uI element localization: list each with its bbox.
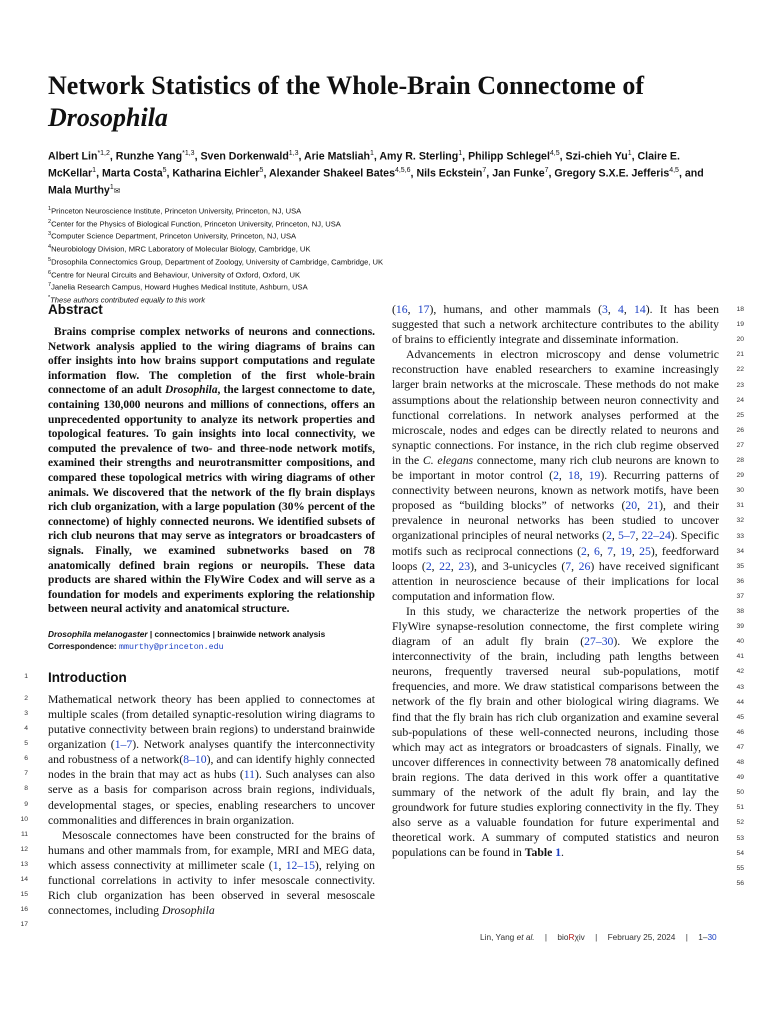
line-number: 53 [736, 834, 744, 842]
affiliation-line [48, 242, 728, 255]
left-column [20, 302, 376, 929]
line-number: 50 [736, 789, 744, 797]
citation-link[interactable]: 20 [625, 499, 638, 513]
line-number: 2 [24, 694, 28, 702]
keyword: connectomics [154, 628, 211, 639]
citation-link[interactable]: 14 [634, 303, 646, 316]
author-affiliation-marker: *1,2 [97, 150, 110, 157]
line-number: 30 [736, 487, 744, 495]
line-number: 37 [736, 592, 744, 600]
keywords [48, 628, 375, 640]
line-number: 40 [736, 638, 744, 646]
author-affiliation-marker: 1 [369, 150, 374, 157]
citation-link[interactable]: 11 [243, 768, 256, 782]
abstract-part: Brains comprise complex networks of neurons and connections. Network analysis applied to the wiring diagrams of brains can offer insights into how brains support computations and regulate information flow. The completion of the first whole-brain connectome of an adult [48, 326, 375, 397]
line-number: 38 [736, 608, 744, 615]
affiliation-number: 6 [48, 269, 52, 276]
affiliation-line [48, 280, 728, 293]
line-number: 20 [736, 336, 744, 344]
introduction-heading: Introduction [48, 669, 127, 685]
line-number: 49 [736, 774, 744, 782]
citation-link[interactable]: 19 [620, 544, 632, 558]
author-name: Marta Costa [101, 167, 163, 180]
line-number: 46 [736, 728, 744, 736]
footer-pages [698, 932, 716, 942]
line-number: 24 [736, 396, 744, 404]
line-number: 51 [736, 804, 744, 812]
line-number: 55 [736, 864, 744, 872]
line-number: 35 [736, 562, 744, 570]
brand-part: χiv [574, 932, 585, 942]
italic-term: Drosophila [161, 904, 215, 918]
affiliation-line [48, 204, 728, 217]
right-paragraph-1: (16, 17), humans, and other mammals (3, 4, 14). It has been suggested that such a network architecture contributes to the ability of brains to efficiently integrate and disseminate information. [392, 303, 720, 347]
affiliation-number: 3 [48, 231, 52, 238]
citation-link[interactable]: 7 [607, 544, 613, 558]
author-affiliation-marker: 4,5 [549, 150, 560, 157]
line-number: 42 [736, 668, 744, 676]
author-name: Gregory S.X.E. Jefferis [554, 167, 670, 180]
affiliation-text: Janelia Research Campus, Howard Hughes Medical Institute, Ashburn, USA [51, 282, 308, 292]
right-paragraph-2: Advancements in electron microscopy and dense volumetric reconstruction have enabled researchers to examine increasingly larger brain networks at the microscale. These methods do not make assumptions about the relationship between neuron connectivity and functional correlations. In network analyses performed at the microscale, nodes and edges can be directly related to neurons and synaptic connections. For instance, in the rich club regime observed in the C. elegans connectome, many rich club neurons are known to be important in motor control (2, 18, 19). Recurring patterns of connectivity between neurons, known as network motifs, have been proposed as “building blocks” of networks (20, 21), and their prevalence in neuronal networks has been studied to uncover organizational principles of neural networks (2, 5–7, 22–24). Specific motifs such as reciprocal connections (2, 6, 7, 19, 25), feedforward loops (2, 22, 23), and 3-unicycles (7, 26) have received significant attention in neuroscience because of their implications for local computation and information flow. [392, 348, 720, 603]
line-number: 39 [736, 623, 744, 631]
line-number: 36 [736, 577, 744, 585]
citation-link[interactable]: 4 [618, 303, 624, 316]
author-name: Katharina Eichler [172, 167, 260, 180]
line-number: 14 [20, 876, 28, 884]
title-line-1: Network Statistics of the Whole-Brain Connectome of [48, 71, 644, 100]
line-number: 48 [736, 759, 744, 766]
abstract-heading: Abstract [48, 302, 103, 317]
correspondence [48, 640, 375, 654]
author-affiliation-marker: 4,5,6 [394, 167, 411, 175]
line-number: 16 [20, 906, 28, 914]
brand-part: R [568, 932, 575, 942]
citation-link[interactable]: 26 [578, 559, 591, 573]
author-affiliation-marker: 7 [544, 167, 549, 175]
keyword-separator: | [212, 628, 215, 639]
bold-term: Table [524, 846, 556, 860]
line-number: 23 [736, 381, 744, 389]
author-name: Albert Lin [48, 150, 98, 163]
keyword: brainwide network analysis [217, 628, 326, 639]
affiliation-text: Centre for Neural Circuits and Behaviour, University of Oxford, Oxford, UK [51, 270, 301, 280]
correspondence-label: Correspondence: [48, 640, 117, 651]
line-number: 45 [736, 713, 744, 721]
intro-paragraph-2: Mesoscale connectomes have been constructed for the brains of humans and other mammals from, for example, MRI and MEG data, which assess connectivity at millimeter scale (1, 12–15), relying on functional correlations in activity to infer mesoscale connectivity. Rich club organization has been observed in several mesoscale connectomes, including Drosophila [48, 828, 376, 918]
citation-link[interactable]: 27–30 [584, 635, 614, 649]
affiliation-line [48, 217, 728, 230]
affiliation-text: Computer Science Department, Princeton University, Princeton, NJ, USA [51, 232, 297, 241]
line-number: 33 [736, 532, 744, 540]
author-affiliation-marker: 5 [259, 167, 264, 175]
line-number: 47 [736, 743, 744, 751]
line-number: 26 [736, 426, 744, 434]
affiliation-text: These authors contributed equally to this work [50, 295, 206, 305]
affiliation-text: Center for the Physics of Biological Function, Princeton University, Princeton, NJ, USA [51, 219, 341, 229]
citation-link[interactable]: 7 [565, 559, 572, 573]
author-name: Sven Dorkenwald [200, 150, 289, 163]
line-number: 1 [24, 672, 28, 680]
author-affiliation-marker: *1,3 [182, 150, 195, 157]
line-number: 13 [20, 860, 28, 868]
envelope-icon: ✉ [113, 186, 121, 196]
abstract-part: , the largest connectome to date, containing 130,000 neurons and millions of connections, offers an unprecedented opportunity to analyze its network properties and topological features. To gain insights into local connectivity, we computed the prevalence of two- and three-node network motifs, examined their strengths and neurotransmitter compositions, and compared these topological metrics with wiring diagrams of other animals. We discovered that the network of the fly brain displays rich club organization, with a large population (30% percent of the connectome) of highly connected neurons. We identified subsets of rich club neurons that may serve as integrators or broadcasters of signals. Finally, we examined subnetworks based on 78 anatomically defined brain regions or neuropils. These data products are shared within the FlyWire Codex and will serve as a foundation for models and experiments exploring the relationship between neural activity and anatomical structure. [48, 384, 375, 616]
line-number: 25 [736, 411, 744, 419]
line-number: 21 [736, 351, 744, 359]
page-footer [480, 932, 717, 942]
citation-link[interactable]: 25 [639, 544, 651, 558]
footer-authors: Lin, Yang [480, 932, 517, 942]
author-name: Philipp Schlegel [468, 150, 550, 163]
line-number: 31 [736, 502, 744, 510]
author-affiliation-marker: 5 [162, 167, 167, 175]
author-affiliation-marker: 4,5 [669, 167, 679, 175]
line-number: 17 [20, 921, 28, 929]
citation-link[interactable]: 23 [458, 559, 471, 573]
footer-etal: et al. [516, 932, 535, 942]
line-number: 4 [24, 725, 28, 733]
affiliation-list [48, 204, 728, 306]
line-number: 5 [24, 740, 28, 748]
line-number: 9 [24, 800, 28, 808]
author-name: Szi-chieh Yu [565, 150, 628, 163]
line-number: 22 [736, 366, 744, 374]
italic-term: C. elegans [422, 453, 474, 467]
line-number: 8 [24, 785, 28, 793]
citation-link[interactable]: 17 [417, 303, 430, 316]
affiliation-number: 5 [48, 256, 52, 263]
line-number: 56 [736, 879, 744, 887]
footer-separator: | [544, 932, 548, 942]
citation-link[interactable]: 8–10 [183, 753, 207, 767]
keyword: Drosophila melanogaster [48, 628, 148, 639]
affiliation-number: 1 [48, 206, 52, 212]
line-number: 11 [20, 830, 28, 838]
citation-link[interactable]: 5–7 [617, 529, 636, 543]
author-name: Runzhe Yang [115, 150, 183, 163]
citation-link[interactable]: 16 [395, 303, 408, 316]
line-number: 43 [736, 683, 744, 691]
line-number: 52 [736, 819, 744, 827]
right-text-block [392, 302, 744, 887]
affiliation-text: Princeton Neuroscience Institute, Princeton University, Princeton, NJ, USA [51, 206, 302, 216]
affiliation-line [48, 229, 728, 242]
line-number: 27 [736, 441, 744, 449]
author-name: Mala Murthy [48, 184, 110, 197]
line-number: 10 [20, 815, 28, 823]
footer-separator: | [685, 932, 688, 942]
line-number: 41 [736, 653, 744, 661]
abstract-text [48, 325, 375, 617]
right-column [392, 302, 744, 887]
author-name: Arie Matsliah [304, 150, 370, 163]
line-number: 28 [736, 457, 744, 464]
author-affiliation-marker: 1,3 [288, 150, 299, 157]
citation-link[interactable]: 2 [425, 559, 432, 573]
line-number: 12 [20, 845, 28, 853]
line-number: 6 [24, 755, 28, 763]
line-number: 18 [736, 306, 744, 313]
author-name: Amy R. Sterling [379, 150, 459, 163]
citation-link[interactable]: 2 [580, 544, 587, 558]
author-affiliation-marker: 1 [109, 184, 114, 192]
line-number: 19 [736, 321, 744, 329]
footer-date: February 25, 2024 [607, 932, 676, 942]
line-number: 34 [736, 547, 744, 555]
table-link[interactable]: 1 [555, 846, 562, 860]
citation-link[interactable]: 3 [601, 303, 608, 316]
line-number: 3 [24, 709, 28, 717]
citation-link[interactable]: 1–7 [114, 738, 133, 752]
affiliation-number: 7 [48, 282, 52, 289]
author-affiliation-marker: 7 [482, 167, 487, 175]
right-paragraph-3: In this study, we characterize the network properties of the FlyWire synapse-resolution connectome, the first complete wiring diagram of an adult fly brain (27–30). We explore the interconnectivity of the brain, including path lengths between neurons, frequently traversed neural sub-populations, motif frequencies, and more. We draw statistical comparisons between the network of the fly brain and other biological wiring diagrams. We find that the fly brain has rich club organization and examine several sub-populations of these well-connected neurons, including those which may act as integrators or broadcasters of signals. Finally, we uncover differences in connectivity between 78 anatomically defined brain regions. The data derived in this work offer a quantitative summary of the network of the adult fly brain, and lay the groundwork for future studies exploring connectivity in the fly. They also serve as a valuable foundation for future experimental and theoretical work. A summary of computed statistics and neuron populations can be found in Table 1. [392, 604, 719, 860]
citation-link[interactable]: 2 [553, 469, 559, 483]
author-affiliation-marker: 1 [627, 150, 632, 157]
keyword-separator: | [149, 628, 153, 639]
author-name: Jan Funke [492, 167, 545, 180]
citation-link[interactable]: 21 [647, 499, 660, 513]
author-name: Nils Eckstein [416, 167, 483, 180]
line-number: 32 [736, 517, 744, 525]
total-pages-link[interactable]: 30 [707, 932, 717, 942]
affiliation-number: 2 [48, 218, 52, 225]
line-number: 29 [736, 472, 744, 480]
intro-paragraph-1: Mathematical network theory has been applied to connectomes at multiple scales (from detailed synaptic-resolution wiring diagrams to putative connectivity between brain regions) to understand brainwide organization (1–7). Network analyses quantify the interconnectivity and robustness of a network(8–10), and can identify highly connected nodes in the brain that may act as hubs (11). Such analyses can also serve as a basis for comparison across brain regions, individuals, developmental stages, or species, enabling researchers to uncover commonalities and differences in brain organization. [48, 692, 376, 827]
page-range: 1– [698, 932, 708, 942]
author-affiliation-marker: 1 [458, 150, 463, 157]
affiliation-text: Drosophila Connectomics Group, Department of Zoology, University of Cambridge, Cambridge, UK [51, 257, 384, 267]
line-number: 44 [736, 698, 744, 706]
citation-link[interactable]: 1 [272, 858, 279, 872]
citation-link[interactable]: 6 [594, 544, 600, 558]
affiliation-line [48, 255, 728, 268]
citation-link[interactable]: 22 [439, 559, 451, 573]
author-affiliation-marker: 1 [92, 167, 97, 175]
author-list: Albert Lin$^{*1,2}$, Runzhe Yang$^{*1,3}$, Sven Dorkenwald$^{1,3}$, Arie Matsliah$^1$, Amy R. Sterling$^1$, Philipp Schlegel$^{4,5}$, Szi-chieh Yu$^1$, Claire E. McKellar$^1$, Marta Costa$^5$, Katharina Eichler$^5$, Alexander Shakeel Bates$^{4,5,6}$, Nils Eckstein$^7$, Jan Funke$^7$, Gregory S.X.E. Jefferis$^{4,5}$, and Mala Murthy$^1$✉ [48, 150, 704, 197]
author-name: Alexander Shakeel Bates [268, 167, 395, 180]
footer-separator: | [595, 932, 598, 942]
line-number: 15 [20, 891, 28, 899]
title-line-2: Drosophila [48, 103, 168, 132]
correspondence-email-link[interactable]: mmurthy@princeton.edu [119, 642, 224, 652]
citation-link[interactable]: 22–24 [641, 529, 671, 543]
affiliation-line [48, 268, 728, 281]
affiliation-text: Neurobiology Division, MRC Laboratory of Molecular Biology, Cambridge, UK [51, 244, 311, 254]
citation-link[interactable]: 19 [588, 469, 601, 483]
brand-part: bio [557, 932, 569, 942]
footer-brand [557, 932, 584, 942]
line-number: 54 [736, 849, 744, 857]
affiliation-number: * [48, 295, 51, 302]
author-name: Claire E. McKellar [48, 150, 680, 180]
line-number: 7 [24, 770, 28, 778]
abstract-species: Drosophila [165, 384, 218, 397]
paper-title [48, 70, 728, 134]
citation-link[interactable]: 2 [606, 529, 612, 543]
citation-link[interactable]: 12–15 [285, 858, 315, 872]
citation-link[interactable]: 18 [567, 469, 580, 483]
introduction-section [20, 669, 376, 929]
affiliation-number: 4 [48, 244, 52, 251]
